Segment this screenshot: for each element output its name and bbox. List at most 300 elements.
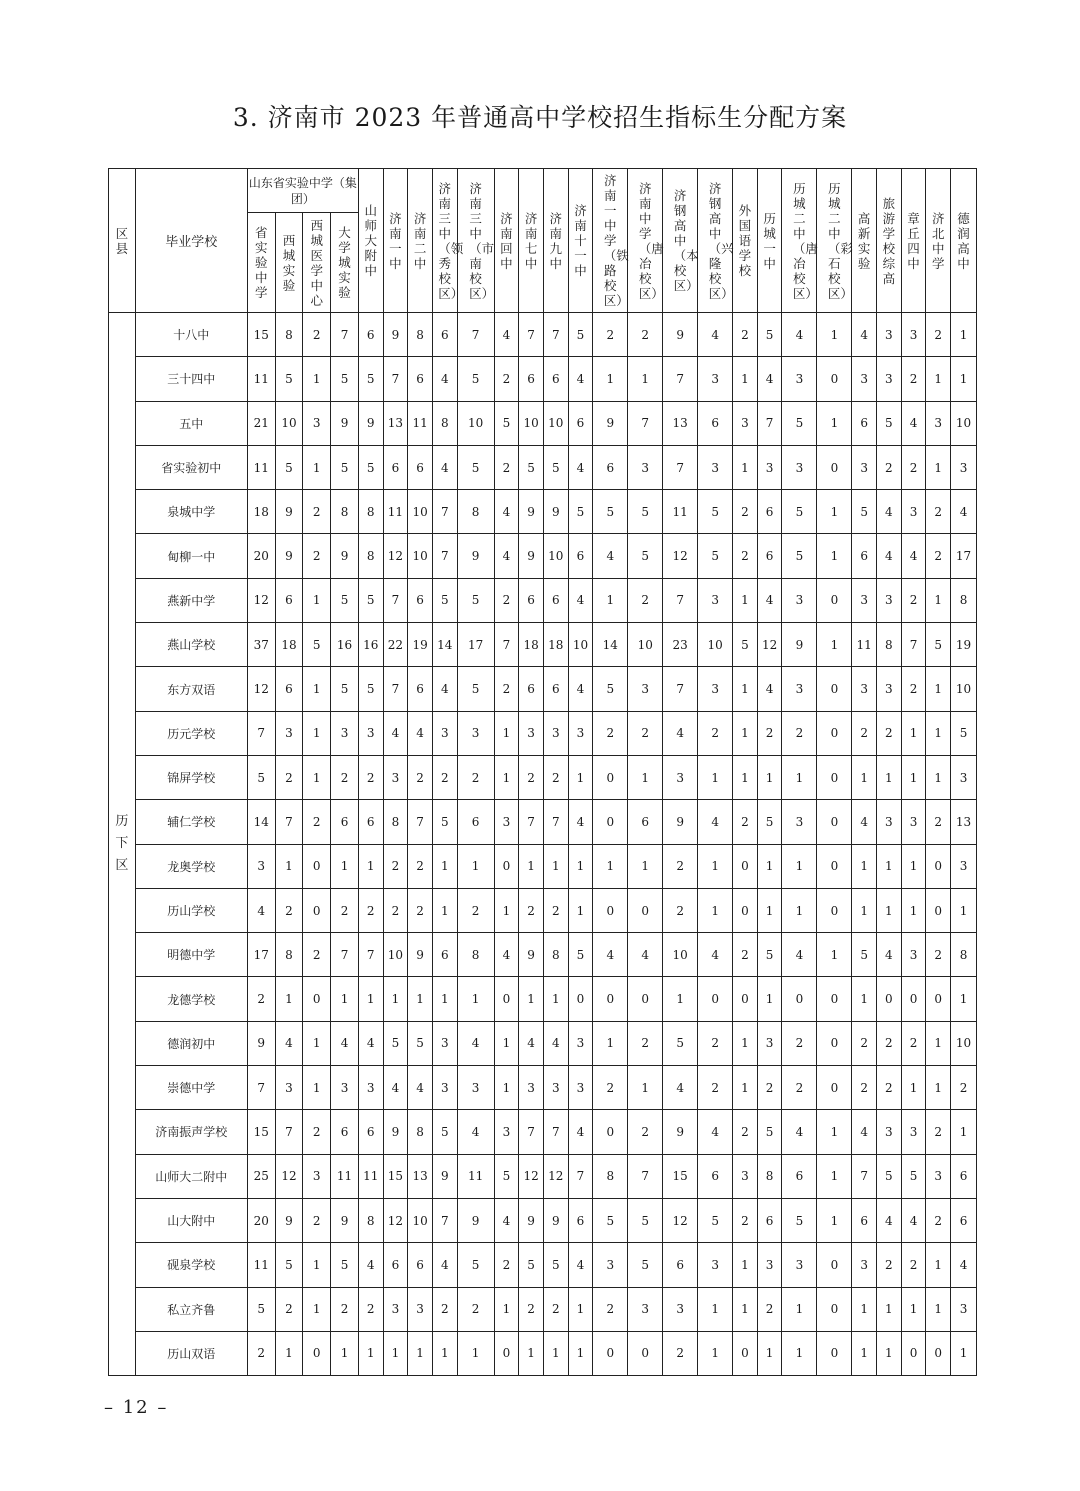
value-cell: 7 <box>383 578 408 622</box>
value-cell: 2 <box>757 1287 782 1331</box>
value-cell: 1 <box>877 755 902 799</box>
table-row <box>109 623 977 667</box>
value-cell: 1 <box>568 755 593 799</box>
value-cell: 6 <box>852 534 877 578</box>
value-cell: 6 <box>358 1110 383 1154</box>
value-cell: 1 <box>519 977 544 1021</box>
value-cell: 7 <box>494 623 519 667</box>
school-name-cell: 泉城中学 <box>135 490 247 534</box>
value-cell: 7 <box>628 401 663 445</box>
value-cell: 4 <box>877 490 902 534</box>
value-cell: 4 <box>568 445 593 489</box>
value-cell: 3 <box>698 1243 733 1287</box>
value-cell: 7 <box>358 933 383 977</box>
value-cell: 15 <box>663 1154 698 1198</box>
value-cell: 3 <box>877 667 902 711</box>
value-cell: 7 <box>331 933 359 977</box>
value-cell: 4 <box>408 1066 433 1110</box>
value-cell: 9 <box>247 1021 275 1065</box>
value-cell: 8 <box>951 933 977 977</box>
value-cell: 2 <box>383 844 408 888</box>
value-cell: 6 <box>432 313 457 357</box>
value-cell: 0 <box>817 578 852 622</box>
value-cell: 1 <box>951 888 977 932</box>
value-cell: 14 <box>432 623 457 667</box>
value-cell: 11 <box>358 1154 383 1198</box>
value-cell: 4 <box>901 1198 926 1242</box>
value-cell: 8 <box>951 578 977 622</box>
value-cell: 2 <box>757 711 782 755</box>
value-cell: 0 <box>926 844 951 888</box>
column-header: 外国语学校 <box>733 169 758 313</box>
value-cell: 0 <box>733 977 758 1021</box>
value-cell: 9 <box>543 1198 568 1242</box>
value-cell: 1 <box>628 1066 663 1110</box>
value-cell: 4 <box>331 1021 359 1065</box>
value-cell: 1 <box>951 1331 977 1375</box>
value-cell: 5 <box>331 1243 359 1287</box>
value-cell: 6 <box>358 800 383 844</box>
value-cell: 0 <box>782 977 817 1021</box>
value-cell: 1 <box>757 1331 782 1375</box>
value-cell: 9 <box>331 1198 359 1242</box>
value-cell: 1 <box>877 1331 902 1375</box>
value-cell: 19 <box>951 623 977 667</box>
value-cell: 3 <box>698 445 733 489</box>
value-cell: 4 <box>432 667 457 711</box>
value-cell: 3 <box>408 1287 433 1331</box>
school-name-cell: 历元学校 <box>135 711 247 755</box>
value-cell: 3 <box>358 711 383 755</box>
value-cell: 6 <box>568 401 593 445</box>
value-cell: 1 <box>432 1331 457 1375</box>
value-cell: 15 <box>247 1110 275 1154</box>
value-cell: 6 <box>757 1198 782 1242</box>
column-header: 济北中学 <box>926 169 951 313</box>
value-cell: 10 <box>408 534 433 578</box>
value-cell: 12 <box>275 1154 303 1198</box>
value-cell: 4 <box>494 534 519 578</box>
value-cell: 1 <box>852 1331 877 1375</box>
value-cell: 4 <box>877 1198 902 1242</box>
value-cell: 1 <box>817 1154 852 1198</box>
value-cell: 4 <box>383 1066 408 1110</box>
value-cell: 7 <box>457 313 494 357</box>
value-cell: 1 <box>733 1243 758 1287</box>
value-cell: 5 <box>331 667 359 711</box>
value-cell: 2 <box>877 1021 902 1065</box>
value-cell: 7 <box>757 401 782 445</box>
page-title: 3. 济南市 2023 年普通高中学校招生指标生分配方案 <box>232 103 848 132</box>
value-cell: 7 <box>432 1198 457 1242</box>
value-cell: 0 <box>303 844 331 888</box>
value-cell: 12 <box>247 578 275 622</box>
value-cell: 3 <box>852 445 877 489</box>
value-cell: 1 <box>275 844 303 888</box>
value-cell: 16 <box>331 623 359 667</box>
value-cell: 1 <box>494 888 519 932</box>
value-cell: 5 <box>358 357 383 401</box>
value-cell: 1 <box>926 711 951 755</box>
value-cell: 5 <box>275 1243 303 1287</box>
value-cell: 0 <box>817 1287 852 1331</box>
value-cell: 4 <box>568 667 593 711</box>
value-cell: 3 <box>877 313 902 357</box>
value-cell: 3 <box>852 357 877 401</box>
value-cell: 4 <box>852 800 877 844</box>
value-cell: 2 <box>901 667 926 711</box>
value-cell: 4 <box>698 800 733 844</box>
value-cell: 0 <box>628 1331 663 1375</box>
value-cell: 9 <box>275 534 303 578</box>
value-cell: 1 <box>901 1066 926 1110</box>
value-cell: 5 <box>852 490 877 534</box>
value-cell: 18 <box>247 490 275 534</box>
value-cell: 5 <box>494 1154 519 1198</box>
value-cell: 1 <box>733 1021 758 1065</box>
value-cell: 2 <box>457 1287 494 1331</box>
value-cell: 0 <box>568 977 593 1021</box>
value-cell: 5 <box>519 445 544 489</box>
table-row <box>109 1154 977 1198</box>
value-cell: 6 <box>331 800 359 844</box>
value-cell: 2 <box>432 755 457 799</box>
value-cell: 2 <box>628 1110 663 1154</box>
value-cell: 1 <box>494 1066 519 1110</box>
value-cell: 1 <box>901 1287 926 1331</box>
value-cell: 5 <box>926 623 951 667</box>
value-cell: 2 <box>901 1243 926 1287</box>
value-cell: 2 <box>877 1243 902 1287</box>
column-header: 旅游学校综高 <box>877 169 902 313</box>
value-cell: 1 <box>303 1066 331 1110</box>
value-cell: 1 <box>432 844 457 888</box>
value-cell: 0 <box>593 1110 628 1154</box>
value-cell: 9 <box>543 490 568 534</box>
value-cell: 5 <box>628 1243 663 1287</box>
value-cell: 17 <box>247 933 275 977</box>
value-cell: 1 <box>698 844 733 888</box>
value-cell: 2 <box>303 800 331 844</box>
value-cell: 3 <box>593 1243 628 1287</box>
value-cell: 5 <box>457 667 494 711</box>
value-cell: 7 <box>901 623 926 667</box>
value-cell: 0 <box>817 357 852 401</box>
value-cell: 11 <box>852 623 877 667</box>
column-header: 济南一中学（铁路校区） <box>593 169 628 313</box>
value-cell: 21 <box>247 401 275 445</box>
value-cell: 6 <box>782 1154 817 1198</box>
value-cell: 10 <box>543 401 568 445</box>
value-cell: 11 <box>408 401 433 445</box>
school-name-cell: 五中 <box>135 401 247 445</box>
value-cell: 9 <box>275 490 303 534</box>
value-cell: 3 <box>432 1066 457 1110</box>
column-header: 济钢高中（兴隆校区） <box>698 169 733 313</box>
value-cell: 5 <box>593 490 628 534</box>
table-row <box>109 1110 977 1154</box>
value-cell: 3 <box>275 711 303 755</box>
value-cell: 0 <box>593 755 628 799</box>
value-cell: 3 <box>628 667 663 711</box>
value-cell: 2 <box>877 445 902 489</box>
value-cell: 3 <box>901 933 926 977</box>
value-cell: 1 <box>817 534 852 578</box>
table-row <box>109 1287 977 1331</box>
value-cell: 12 <box>663 1198 698 1242</box>
value-cell: 4 <box>757 578 782 622</box>
value-cell: 11 <box>383 490 408 534</box>
value-cell: 8 <box>457 933 494 977</box>
value-cell: 10 <box>543 534 568 578</box>
value-cell: 4 <box>663 711 698 755</box>
value-cell: 1 <box>331 844 359 888</box>
value-cell: 1 <box>358 844 383 888</box>
value-cell: 2 <box>782 1021 817 1065</box>
value-cell: 5 <box>358 445 383 489</box>
value-cell: 19 <box>408 623 433 667</box>
value-cell: 10 <box>951 1021 977 1065</box>
value-cell: 3 <box>926 1154 951 1198</box>
value-cell: 5 <box>757 313 782 357</box>
value-cell: 8 <box>432 401 457 445</box>
value-cell: 4 <box>782 1110 817 1154</box>
value-cell: 1 <box>331 977 359 1021</box>
value-cell: 1 <box>432 977 457 1021</box>
value-cell: 2 <box>408 755 433 799</box>
value-cell: 6 <box>852 1198 877 1242</box>
value-cell: 2 <box>494 357 519 401</box>
value-cell: 1 <box>901 755 926 799</box>
value-cell: 1 <box>926 1021 951 1065</box>
value-cell: 0 <box>926 1331 951 1375</box>
value-cell: 10 <box>275 401 303 445</box>
value-cell: 7 <box>663 667 698 711</box>
value-cell: 6 <box>408 667 433 711</box>
value-cell: 1 <box>358 1331 383 1375</box>
value-cell: 0 <box>733 844 758 888</box>
value-cell: 11 <box>247 357 275 401</box>
value-cell: 9 <box>663 313 698 357</box>
school-name-cell: 历山双语 <box>135 1331 247 1375</box>
value-cell: 5 <box>698 490 733 534</box>
value-cell: 12 <box>247 667 275 711</box>
table-row <box>109 578 977 622</box>
value-cell: 2 <box>275 755 303 799</box>
table-row <box>109 888 977 932</box>
value-cell: 5 <box>457 357 494 401</box>
value-cell: 3 <box>951 1287 977 1331</box>
value-cell: 4 <box>628 933 663 977</box>
value-cell: 0 <box>628 977 663 1021</box>
value-cell: 8 <box>331 490 359 534</box>
value-cell: 0 <box>593 977 628 1021</box>
value-cell: 2 <box>926 1198 951 1242</box>
value-cell: 5 <box>543 445 568 489</box>
value-cell: 6 <box>951 1154 977 1198</box>
value-cell: 9 <box>331 534 359 578</box>
value-cell: 2 <box>519 1287 544 1331</box>
district-header: 区县 <box>109 169 136 313</box>
value-cell: 7 <box>568 1154 593 1198</box>
value-cell: 6 <box>568 1198 593 1242</box>
value-cell: 2 <box>926 313 951 357</box>
value-cell: 2 <box>494 1243 519 1287</box>
value-cell: 7 <box>247 711 275 755</box>
value-cell: 5 <box>593 1198 628 1242</box>
value-cell: 1 <box>275 977 303 1021</box>
value-cell: 3 <box>901 313 926 357</box>
value-cell: 1 <box>733 1287 758 1331</box>
value-cell: 4 <box>698 313 733 357</box>
value-cell: 1 <box>457 844 494 888</box>
column-header: 历城二中（唐冶校区） <box>782 169 817 313</box>
value-cell: 6 <box>757 534 782 578</box>
value-cell: 5 <box>457 578 494 622</box>
table-row <box>109 844 977 888</box>
school-name-cell: 明德中学 <box>135 933 247 977</box>
value-cell: 2 <box>275 1287 303 1331</box>
value-cell: 4 <box>757 357 782 401</box>
table-row <box>109 755 977 799</box>
value-cell: 1 <box>303 357 331 401</box>
value-cell: 9 <box>519 933 544 977</box>
column-header: 高新实验 <box>852 169 877 313</box>
value-cell: 1 <box>926 1243 951 1287</box>
group-sub-header: 西城医学中心 <box>303 213 331 313</box>
value-cell: 0 <box>303 888 331 932</box>
value-cell: 4 <box>568 800 593 844</box>
value-cell: 1 <box>817 1198 852 1242</box>
value-cell: 8 <box>358 490 383 534</box>
value-cell: 8 <box>877 623 902 667</box>
table-row <box>109 1331 977 1375</box>
school-name-cell: 德润初中 <box>135 1021 247 1065</box>
value-cell: 2 <box>494 667 519 711</box>
value-cell: 1 <box>457 1331 494 1375</box>
value-cell: 5 <box>432 578 457 622</box>
value-cell: 1 <box>303 1243 331 1287</box>
school-name-cell: 私立齐鲁 <box>135 1287 247 1331</box>
value-cell: 4 <box>247 888 275 932</box>
value-cell: 6 <box>698 1154 733 1198</box>
value-cell: 10 <box>663 933 698 977</box>
value-cell: 1 <box>331 1331 359 1375</box>
value-cell: 3 <box>733 401 758 445</box>
value-cell: 1 <box>628 844 663 888</box>
value-cell: 2 <box>408 844 433 888</box>
value-cell: 4 <box>852 1110 877 1154</box>
value-cell: 11 <box>247 445 275 489</box>
value-cell: 4 <box>432 357 457 401</box>
value-cell: 6 <box>519 357 544 401</box>
value-cell: 6 <box>275 578 303 622</box>
value-cell: 7 <box>543 313 568 357</box>
column-header: 济南回中 <box>494 169 519 313</box>
value-cell: 8 <box>275 933 303 977</box>
value-cell: 1 <box>817 490 852 534</box>
value-cell: 5 <box>247 1287 275 1331</box>
value-cell: 3 <box>877 357 902 401</box>
value-cell: 1 <box>757 888 782 932</box>
value-cell: 4 <box>663 1066 698 1110</box>
value-cell: 2 <box>663 844 698 888</box>
column-header: 德润高中 <box>951 169 977 313</box>
value-cell: 5 <box>568 933 593 977</box>
value-cell: 6 <box>275 667 303 711</box>
value-cell: 23 <box>663 623 698 667</box>
table-row <box>109 977 977 1021</box>
value-cell: 4 <box>358 1021 383 1065</box>
value-cell: 3 <box>303 401 331 445</box>
value-cell: 7 <box>519 800 544 844</box>
value-cell: 1 <box>817 623 852 667</box>
value-cell: 2 <box>926 933 951 977</box>
value-cell: 4 <box>593 933 628 977</box>
value-cell: 2 <box>628 711 663 755</box>
value-cell: 3 <box>782 667 817 711</box>
value-cell: 2 <box>733 313 758 357</box>
value-cell: 1 <box>926 667 951 711</box>
value-cell: 5 <box>432 800 457 844</box>
value-cell: 1 <box>877 888 902 932</box>
value-cell: 2 <box>733 800 758 844</box>
value-cell: 2 <box>303 490 331 534</box>
value-cell: 1 <box>457 977 494 1021</box>
value-cell: 7 <box>275 800 303 844</box>
value-cell: 2 <box>331 1287 359 1331</box>
value-cell: 1 <box>494 755 519 799</box>
value-cell: 1 <box>733 667 758 711</box>
value-cell: 2 <box>852 1066 877 1110</box>
value-cell: 7 <box>519 313 544 357</box>
value-cell: 3 <box>901 800 926 844</box>
value-cell: 9 <box>519 490 544 534</box>
value-cell: 1 <box>303 1021 331 1065</box>
value-cell: 2 <box>733 490 758 534</box>
column-header: 济南十一中 <box>568 169 593 313</box>
group-sub-header: 省实验中学 <box>247 213 275 313</box>
column-header: 济南三中（领秀校区） <box>432 169 457 313</box>
value-cell: 4 <box>494 313 519 357</box>
value-cell: 3 <box>519 1066 544 1110</box>
value-cell: 6 <box>628 800 663 844</box>
value-cell: 2 <box>303 933 331 977</box>
value-cell: 2 <box>877 711 902 755</box>
value-cell: 7 <box>628 1154 663 1198</box>
value-cell: 3 <box>757 1243 782 1287</box>
value-cell: 5 <box>568 313 593 357</box>
value-cell: 1 <box>757 755 782 799</box>
value-cell: 3 <box>698 357 733 401</box>
value-cell: 1 <box>817 1110 852 1154</box>
value-cell: 4 <box>457 1110 494 1154</box>
value-cell: 22 <box>383 623 408 667</box>
value-cell: 1 <box>877 844 902 888</box>
value-cell: 2 <box>926 1110 951 1154</box>
value-cell: 7 <box>383 667 408 711</box>
value-cell: 6 <box>408 1243 433 1287</box>
value-cell: 4 <box>757 667 782 711</box>
value-cell: 4 <box>275 1021 303 1065</box>
value-cell: 2 <box>852 1021 877 1065</box>
value-cell: 12 <box>519 1154 544 1198</box>
value-cell: 6 <box>852 401 877 445</box>
value-cell: 3 <box>782 800 817 844</box>
school-name-cell: 历山学校 <box>135 888 247 932</box>
value-cell: 2 <box>408 888 433 932</box>
value-cell: 2 <box>303 1110 331 1154</box>
